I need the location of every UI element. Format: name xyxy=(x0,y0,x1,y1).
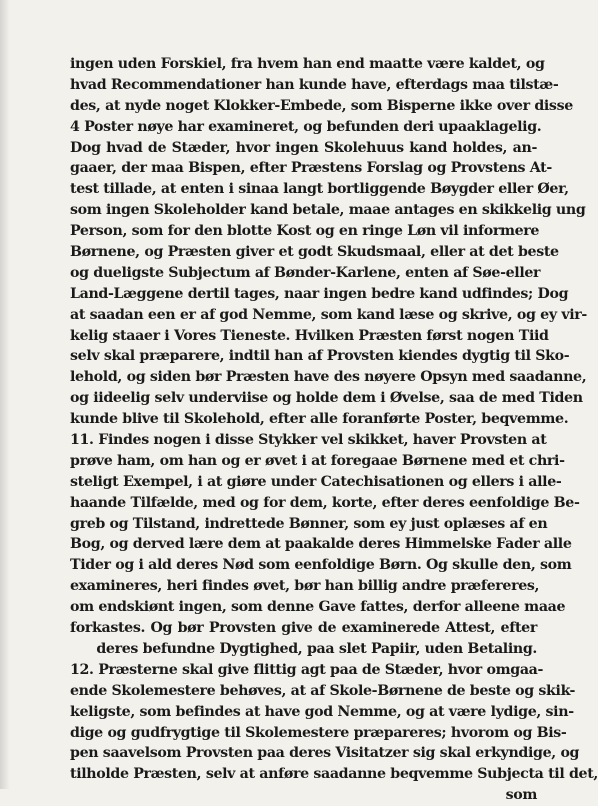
text-line: hvad Recommendationer han kunde have, efterdags maa tilstæ- xyxy=(70,76,559,93)
page-text-block xyxy=(70,54,598,806)
text-line: at saadan een er af god Nemme, som kand læse og skrive, og ey vir- xyxy=(70,306,587,323)
text-line: prøve ham, om han og er øvet i at foregaae Børnene med et chri- xyxy=(70,452,565,469)
text-line: kelig staaer i Vores Tieneste. Hvilken Præsten først nogen Tiid xyxy=(70,327,549,344)
text-line: 12. Præsterne skal give flittig agt paa de Stæder, hvor omgaa- xyxy=(70,661,544,678)
text-line: ende Skolemestere behøves, at af Skole-Børnene de beste og skik- xyxy=(70,682,576,699)
text-line: kunde blive til Skolehold, efter alle foranførte Poster, beqvemme. xyxy=(70,411,569,428)
text-line: des, at nyde noget Klokker-Embede, som Bisperne ikke over disse xyxy=(70,97,573,114)
text-line: greb og Tilstand, indrettede Bønner, som ey just oplæses af en xyxy=(70,515,548,532)
text-line: haande Tilfælde, med og for dem, korte, efter deres eenfoldige Be- xyxy=(70,494,580,511)
page-gutter-shadow xyxy=(0,0,10,789)
catchword: som xyxy=(505,787,537,804)
text-line: om endskiønt ingen, som denne Gave fattes, derfor alleene maae xyxy=(70,599,566,616)
text-line: tilholde Præsten, selv at anføre saadanne beqvemme Subjecta til det, xyxy=(70,766,598,783)
text-line: Dog hvad de Stæder, hvor ingen Skolehuus kand holdes, an- xyxy=(70,139,537,156)
text-line: test tillade, at enten i sinaa langt bortliggende Bøygder eller Øer, xyxy=(70,181,569,198)
text-line: lehold, og siden bør Præsten have des nøyere Opsyn med saadanne, xyxy=(70,369,587,386)
text-line: Land-Læggene dertil tages, naar ingen bedre kand udfindes; Dog xyxy=(70,285,569,302)
text-line: selv skal præparere, indtil han af Provsten kiendes dygtig til Sko- xyxy=(70,348,570,365)
text-line: Børnene, og Præsten giver et godt Skudsmaal, eller at det beste xyxy=(70,244,559,261)
text-line: gaaer, der maa Bispen, efter Præstens Forslag og Provstens At- xyxy=(70,160,552,177)
text-line: Bog, og derved lære dem at paakalde deres Himmelske Fader alle xyxy=(70,536,572,553)
text-line: steligt Exempel, i at giøre under Catechisationen og ellers i alle- xyxy=(70,473,562,490)
text-line: som ingen Skoleholder kand betale, maae antages en skikkelig ung xyxy=(70,202,586,219)
text-line: dige og gudfrygtige til Skolemestere præpareres; hvorom og Bis- xyxy=(70,724,567,741)
text-line: Person, som for den blotte Kost og en ringe Løn vil informere xyxy=(70,223,540,240)
text-line: 11. Findes nogen i disse Stykker vel skikket, haver Provsten at xyxy=(70,432,547,449)
text-line: forkastes. Og bør Provsten give de examinerede Attest, efter xyxy=(70,620,537,637)
text-line: og iideelig selv underviise og holde dem i Øvelse, saa de med Tiden xyxy=(70,390,583,407)
text-line: 4 Poster nøye har examineret, og befunden deri upaaklagelig. xyxy=(70,118,542,135)
text-line: Tider og i ald deres Nød som eenfoldige Børn. Og skulle den, som xyxy=(70,557,572,574)
text-line: og dueligste Subjectum af Bønder-Karlene, enten af Søe-eller xyxy=(70,264,541,281)
text-line: examineres, heri findes øvet, bør han billig andre præfereres, xyxy=(70,578,540,595)
text-line: keligste, som befindes at have god Nemme, og at være lydige, sin- xyxy=(70,703,574,720)
text-line: ingen uden Forskiel, fra hvem han end maatte være kaldet, og xyxy=(70,56,545,72)
text-line: deres befundne Dygtighed, paa slet Papiir, uden Betaling. xyxy=(96,640,537,657)
text-line: pen saavelsom Provsten paa deres Visitatzer sig skal erkyndige, og xyxy=(70,745,580,762)
